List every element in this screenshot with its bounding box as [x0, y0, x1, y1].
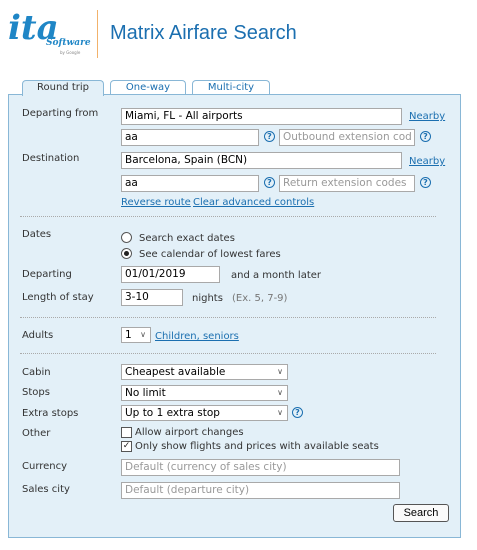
only-available-seats-checkbox[interactable]	[121, 441, 132, 452]
logo-software-text: Software	[46, 38, 91, 48]
reverse-route-link[interactable]: Reverse route	[121, 197, 191, 208]
tab-multi-city[interactable]: Multi-city	[192, 80, 270, 95]
allow-airport-changes-label: Allow airport changes	[135, 427, 244, 438]
departing-from-input[interactable]: Miami, FL - All airports	[121, 108, 402, 125]
sales-city-input[interactable]: Default (departure city)	[121, 482, 400, 499]
departing-date-input[interactable]: 01/01/2019	[121, 266, 220, 283]
length-of-stay-hint: (Ex. 5, 7-9)	[232, 293, 288, 304]
stops-label: Stops	[22, 387, 50, 398]
destination-input[interactable]: Barcelona, Spain (BCN)	[121, 152, 402, 169]
clear-advanced-controls-link[interactable]: Clear advanced controls	[193, 197, 315, 208]
tab-one-way[interactable]: One-way	[110, 80, 186, 95]
return-routing-input[interactable]: aa	[121, 175, 259, 192]
radio-calendar-lowest-fares[interactable]	[121, 248, 132, 259]
extra-stops-select[interactable]	[121, 405, 288, 421]
departing-from-label: Departing from	[22, 108, 99, 119]
departing-nearby-link[interactable]: Nearby	[409, 111, 446, 122]
checkmark-icon: ✓	[122, 441, 131, 451]
help-icon[interactable]: ?	[292, 407, 303, 418]
help-icon[interactable]: ?	[264, 131, 275, 142]
allow-airport-changes-checkbox[interactable]	[121, 427, 132, 438]
section-divider	[20, 317, 436, 318]
other-label: Other	[22, 428, 51, 439]
exact-dates-label: Search exact dates	[139, 233, 235, 244]
chevron-down-icon: ∨	[140, 330, 146, 339]
return-extension-input[interactable]: Return extension codes	[279, 175, 415, 192]
help-icon[interactable]: ?	[420, 177, 431, 188]
tab-round-trip[interactable]: Round trip	[22, 80, 104, 96]
page-title: Matrix Airfare Search	[110, 22, 297, 44]
section-divider	[20, 216, 436, 217]
logo-ita-text: ita	[8, 8, 59, 48]
sales-city-label: Sales city	[22, 484, 70, 495]
stops-value: No limit	[125, 387, 166, 399]
destination-label: Destination	[22, 153, 80, 164]
adults-select[interactable]	[121, 327, 151, 343]
adults-label: Adults	[22, 330, 54, 341]
departing-suffix: and a month later	[231, 270, 322, 281]
only-available-seats-label: Only show flights and prices with available seats	[135, 441, 379, 452]
length-of-stay-input[interactable]: 3-10	[121, 289, 183, 306]
help-icon[interactable]: ?	[264, 177, 275, 188]
extra-stops-label: Extra stops	[22, 408, 79, 419]
cabin-value: Cheapest available	[125, 366, 226, 378]
chevron-down-icon: ∨	[277, 367, 283, 376]
radio-exact-dates[interactable]	[121, 232, 132, 243]
chevron-down-icon: ∨	[277, 388, 283, 397]
outbound-routing-input[interactable]: aa	[121, 129, 259, 146]
help-icon[interactable]: ?	[420, 131, 431, 142]
outbound-extension-input[interactable]: Outbound extension cod	[279, 129, 415, 146]
logo-byline-text: by Google	[60, 50, 81, 55]
children-seniors-link[interactable]: Children, seniors	[155, 331, 239, 342]
adults-value: 1	[125, 329, 132, 341]
destination-nearby-link[interactable]: Nearby	[409, 156, 446, 167]
calendar-lowest-fares-label: See calendar of lowest fares	[139, 249, 281, 260]
chevron-down-icon: ∨	[277, 408, 283, 417]
length-of-stay-label: Length of stay	[22, 292, 94, 303]
section-divider	[20, 353, 436, 354]
dates-label: Dates	[22, 229, 52, 240]
cabin-label: Cabin	[22, 367, 51, 378]
header-divider	[97, 10, 98, 58]
search-button[interactable]: Search	[393, 504, 449, 522]
cabin-select[interactable]	[121, 364, 288, 380]
stops-select[interactable]	[121, 385, 288, 401]
departing-label: Departing	[22, 269, 72, 280]
currency-label: Currency	[22, 461, 68, 472]
ita-software-logo	[6, 8, 91, 60]
extra-stops-value: Up to 1 extra stop	[125, 407, 220, 419]
nights-label: nights	[192, 293, 223, 304]
currency-input[interactable]: Default (currency of sales city)	[121, 459, 400, 476]
